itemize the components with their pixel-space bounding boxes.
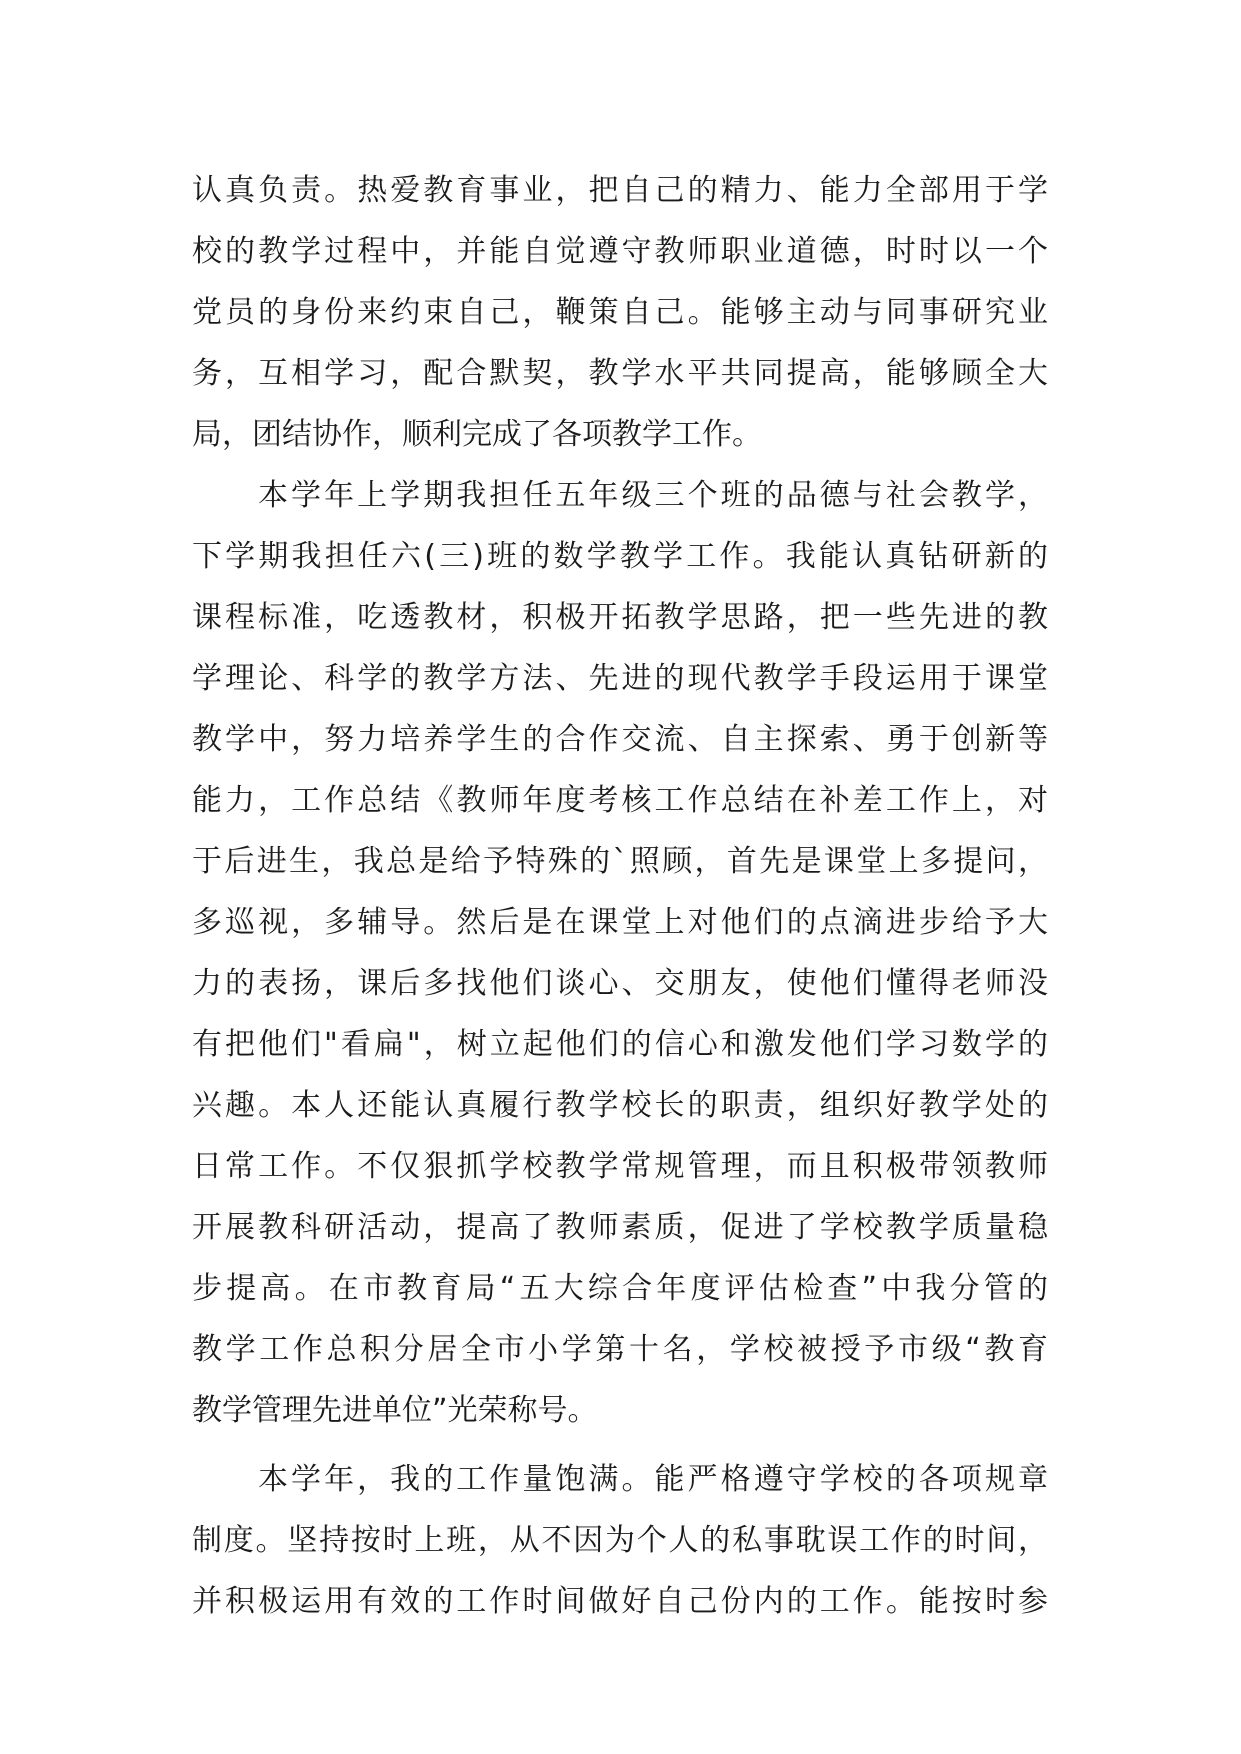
- text-line: 本学年上学期我担任五年级三个班的品德与社会教学，: [258, 478, 1048, 513]
- text-line: 步提高。在市教育局“五大综合年度评估检查”中我分管的: [192, 1271, 1048, 1306]
- text-line: 能力，工作总结《教师年度考核工作总结在补差工作上，对: [192, 783, 1048, 818]
- paragraph-2: [192, 465, 1048, 1441]
- text-line: 开展教科研活动，提高了教师素质，促进了学校教学质量稳: [192, 1210, 1048, 1245]
- text-line: 学理论、科学的教学方法、先进的现代教学手段运用于课堂: [192, 661, 1048, 696]
- text-line: 兴趣。本人还能认真履行教学校长的职责，组织好教学处的: [192, 1088, 1048, 1123]
- text-line: 下学期我担任六(三)班的数学教学工作。我能认真钻研新的: [192, 539, 1048, 574]
- text-line: 校的教学过程中，并能自觉遵守教师职业道德，时时以一个: [192, 234, 1048, 269]
- paragraph-3: [192, 1449, 1048, 1632]
- text-line: 多巡视，多辅导。然后是在课堂上对他们的点滴进步给予大: [192, 905, 1048, 940]
- paragraph-1: [192, 160, 1048, 465]
- text-line: 并积极运用有效的工作时间做好自己份内的工作。能按时参: [192, 1584, 1048, 1619]
- text-line: 局，团结协作，顺利完成了各项教学工作。: [192, 417, 762, 452]
- text-line: 课程标准，吃透教材，积极开拓教学思路，把一些先进的教: [192, 600, 1048, 635]
- text-line: 日常工作。不仅狠抓学校教学常规管理，而且积极带领教师: [192, 1149, 1048, 1184]
- document-body: [192, 160, 1048, 1632]
- text-line: 教学管理先进单位”光荣称号。: [192, 1393, 598, 1428]
- text-line: 教学工作总积分居全市小学第十名，学校被授予市级“教育: [192, 1332, 1048, 1367]
- text-line: 制度。坚持按时上班，从不因为个人的私事耽误工作的时间，: [192, 1523, 1048, 1558]
- text-line: 党员的身份来约束自己，鞭策自己。能够主动与同事研究业: [192, 295, 1048, 330]
- text-line: 本学年，我的工作量饱满。能严格遵守学校的各项规章: [258, 1462, 1048, 1497]
- text-line: 有把他们"看扁"，树立起他们的信心和激发他们学习数学的: [192, 1027, 1048, 1062]
- text-line: 认真负责。热爱教育事业，把自己的精力、能力全部用于学: [192, 173, 1048, 208]
- text-line: 力的表扬，课后多找他们谈心、交朋友，使他们懂得老师没: [192, 966, 1048, 1001]
- text-line: 务，互相学习，配合默契，教学水平共同提高，能够顾全大: [192, 356, 1048, 391]
- text-line: 于后进生，我总是给予特殊的`照顾，首先是课堂上多提问，: [192, 844, 1048, 879]
- text-line: 教学中，努力培养学生的合作交流、自主探索、勇于创新等: [192, 722, 1048, 757]
